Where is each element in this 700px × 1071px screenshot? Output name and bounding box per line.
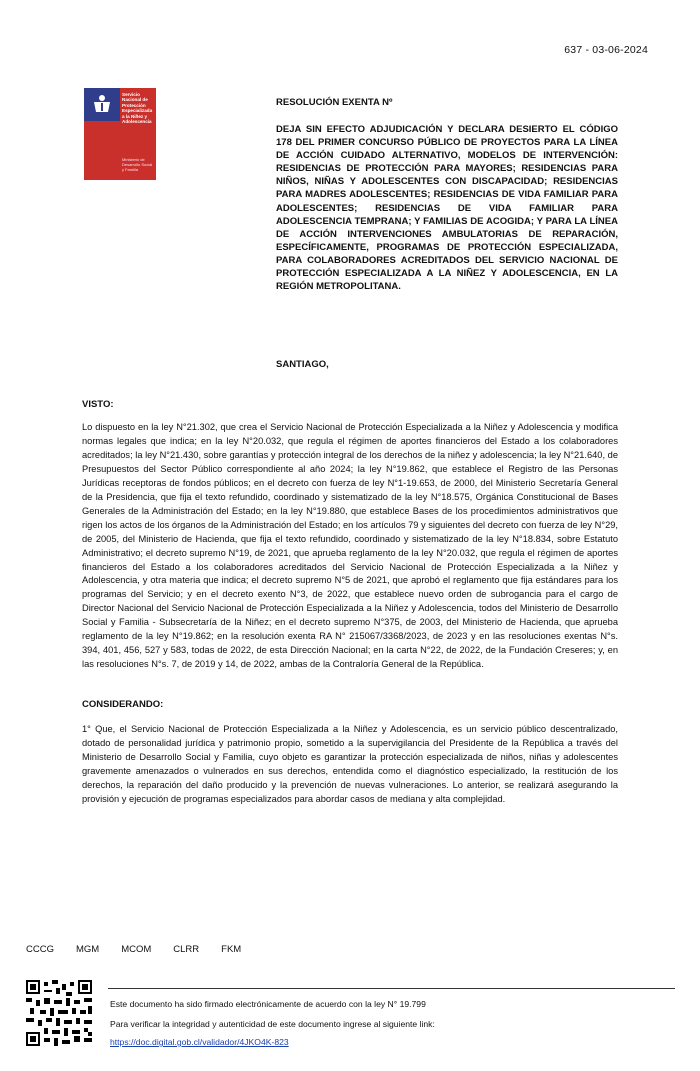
verification-notice: Para verificar la integridad y autenticidad de este documento ingrese al siguiente link: <box>110 1019 435 1029</box>
initials-item: FKM <box>221 944 242 955</box>
footer-divider <box>108 988 675 989</box>
visto-heading: VISTO: <box>82 399 114 410</box>
logo-service-name: Servicio Nacional de Protección Especializada a la Niñez y Adolescencia <box>122 92 153 125</box>
qr-code-icon <box>26 980 92 1046</box>
initials-item: CLRR <box>173 944 200 955</box>
logo-ministry-name: Ministerio de Desarrollo Social y Familia <box>122 157 153 172</box>
resolution-title: RESOLUCIÓN EXENTA Nº <box>276 97 393 108</box>
place-label: SANTIAGO, <box>276 359 329 370</box>
considerando-paragraph: 1° Que, el Servicio Nacional de Protección Especializada a la Niñez y Adolescencia, es un servicio público descentralizado, dotado de personalidad jurídica y patrimonio propio, sometido a la supervigilancia del Presidente de la República a través del Ministerio de Desarrollo Social y Familia, cuyo objeto es garantizar la protección especializada de niños, niñas y adolescentes gravemente amenazados o vulnerados en sus derechos, entendida como el diagnóstico especializado, la restitución de los derechos, la reparación del daño producido y la prevención de nuevas vulneraciones. Lo anterior, se realizará asegurando la provisión y ejecución de programas especializados para abordar casos de mediana y alta complejidad. <box>82 724 618 804</box>
institution-logo <box>84 88 156 180</box>
signature-notice: Este documento ha sido firmado electrónicamente de acuerdo con la ley N° 19.799 <box>110 999 426 1009</box>
visto-paragraph: Lo dispuesto en la ley N°21.302, que crea el Servicio Nacional de Protección Especializada a la Niñez y Adolescencia y modifica normas legales que indica; en la ley N°20.032, que regula el régimen de aportes financieros del Estado a los colaboradores acreditados; la ley N°21.430, sobre garantías y protección integral de los derechos de la niñez y adolescencia; la ley N°21.640, de Presupuestos del Sector Público correspondiente al año 2024; la ley N°19.862, que establece el Registro de las Personas Jurídicas receptoras de fondos públicos; en el decreto con fuerza de ley N°1-19.653, de 2000, del Ministerio Secretaría General de la Presidencia, que fija el texto refundido, coordinado y sistematizado de la ley N°18.575, Orgánica Constitucional de Bases Generales de la Administración del Estado; en la ley N°19.880, que establece Bases de los procedimientos administrativos que rigen los actos de los órganos de la Administración del Estado; en los artículos 79 y siguientes del decreto con fuerza de ley N°29, de 2005, del Ministerio de Hacienda, que fija el texto refundido, coordinado y sistematizado de la ley N°18.834, sobre Estatuto Administrativo; el decreto supremo N°19, de 2021, que aprueba reglamento de la ley N°20.032, que regula el régimen de aportes financieros del Estado a los colaboradores acreditados del Servicio Nacional de Protección Especializada a la Niñez y Adolescencia, y otra materia que indica; el decreto supremo N°5 de 2021, que aprobó el reglamento que fija estándares para los programas del Servicio; y en el decreto exento N°3, de 2022, que establece nuevo orden de subrogancia para el cargo de Director Nacional del Servicio Nacional de Protección Especializada a la Niñez y Adolescencia, todos del Ministerio de Desarrollo Social y Familia - Subsecretaría de la Niñez; en el decreto supremo N°375, de 2003, del Ministerio de Hacienda, que aprueba reglamento de la ley N°19.862; en la resolución exenta RA N° 215067/3368/2023, de 2023 y en las resoluciones exentas N°s. 394, 401, 456, 527 y 583, todas de 2022, de esta Dirección Nacional; en la carta N°22, de 2022, de la Fundación Creseres; y, en las resoluciones N°s. 7, de 2019 y 14, de 2022, ambas de la Contraloría General de la República. <box>82 422 619 670</box>
initials-item: MCOM <box>121 944 152 955</box>
initials-item: CCCG <box>26 944 54 955</box>
considerando-heading: CONSIDERANDO: <box>82 699 164 710</box>
resolution-summary: DEJA SIN EFECTO ADJUDICACIÓN Y DECLARA DESIERTO EL CÓDIGO 178 DEL PRIMER CONCURSO PÚBLICO DE PROYECTOS PARA LA LÍNEA DE ACCIÓN CUIDADO ALTERNATIVO, MODELOS DE INTERVENCIÓN: RESIDENCIAS DE PROTECCIÓN PARA MAYORES; RESIDENCIAS PARA NIÑOS, NIÑAS Y ADOLESCENTES CON DISCAPACIDAD; RESIDENCIAS PARA MADRES ADOLESCENTES; RESIDENCIAS DE VIDA FAMILIAR PARA ADOLESCENTES; RESIDENCIAS DE VIDA FAMILIAR PARA ADOLESCENCIA TEMPRANA; Y FAMILIAS DE ACOGIDA; Y PARA LA LÍNEA DE ACCIÓN INTERVENCIONES AMBULATORIAS DE REPARACIÓN, ESPECÍFICAMENTE, PROGRAMAS DE PROTECCIÓN ESPECIALIZADA, PARA COLABORADORES ACREDITADOS DEL SERVICIO NACIONAL DE PROTECCIÓN ESPECIALIZADA A LA NIÑEZ Y ADOLESCENCIA, EN LA REGIÓN METROPOLITANA. <box>276 124 618 293</box>
document-number: 637 - 03-06-2024 <box>564 44 648 56</box>
coat-of-arms-icon <box>90 92 114 116</box>
initials-item: MGM <box>75 944 100 955</box>
initials-row <box>26 944 241 955</box>
verification-link[interactable]: https://doc.digital.gob.cl/validador/4JKO4K-823 <box>110 1037 289 1047</box>
